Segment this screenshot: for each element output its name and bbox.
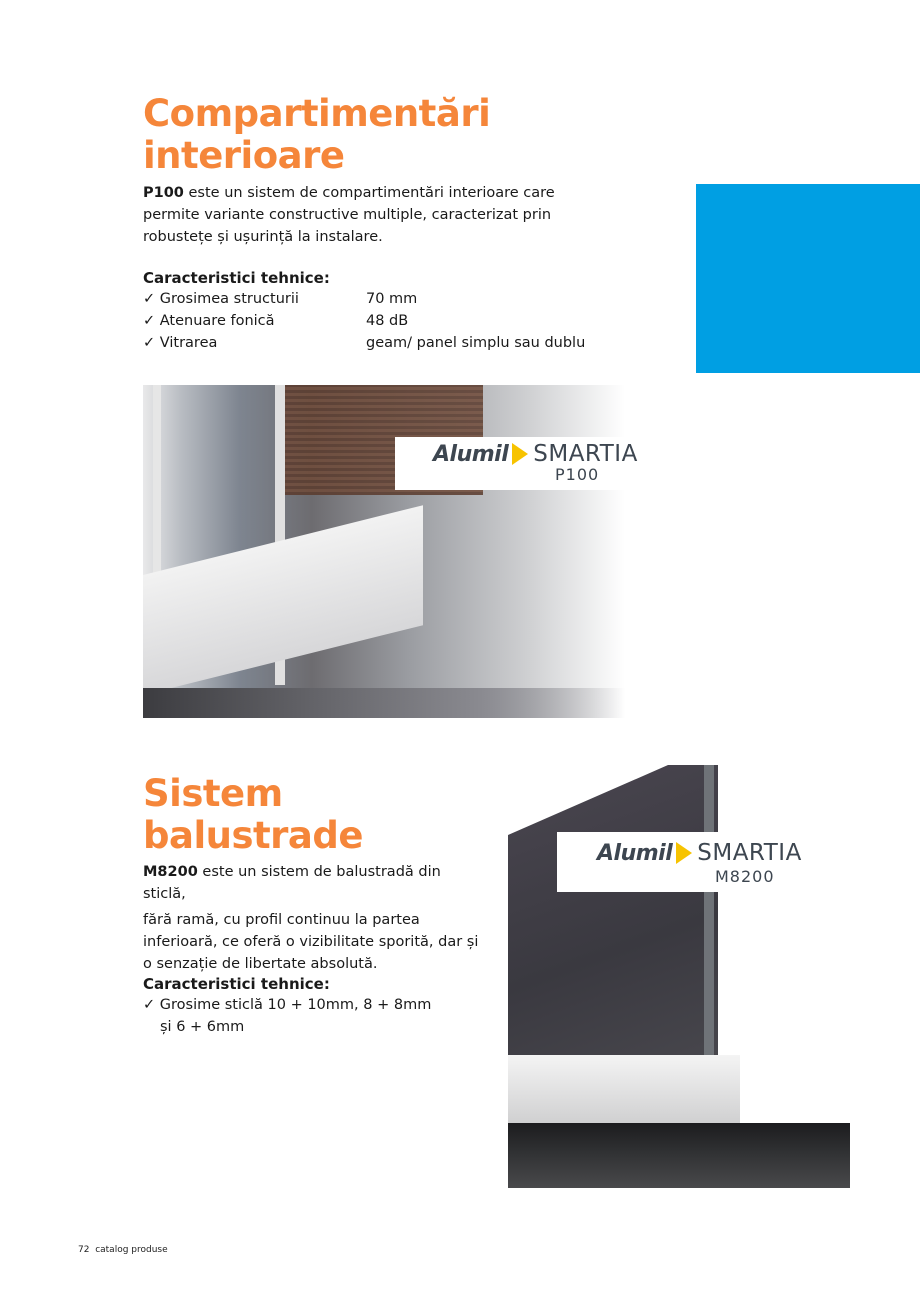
smartia-text: SMARTIA [697, 840, 802, 866]
smartia-logo-p100 [395, 437, 660, 490]
alumil-logo-text: Alumil [597, 840, 673, 866]
spec-text: și 6 + 6mm [160, 1019, 245, 1035]
smartia-logo-m8200 [557, 832, 850, 892]
logo-model: M8200 [715, 867, 775, 886]
spec-row [143, 1016, 483, 1038]
specs-m8200 [143, 975, 483, 1038]
footer-label: catalog produse [95, 1245, 168, 1255]
intro-text: este un sistem de balustradă din sticlă, [143, 864, 441, 902]
title-line-2: balustrade [143, 814, 363, 857]
specs-heading: Caracteristici tehnice: [143, 269, 330, 287]
alumil-logo-text: Alumil [433, 441, 509, 467]
intro-text: este un sistem de compartimentări interioare care permite variante constructive multiple, caracterizat prin robustețe și ușurință la instalare. [143, 185, 555, 245]
title-line-1: Compartimentări [143, 92, 491, 135]
page-number: 72 [78, 1245, 90, 1255]
intro-paragraph-p100 [143, 182, 603, 248]
title-line-2: interioare [143, 134, 345, 177]
model-name: M8200 [143, 864, 198, 880]
logo-model: P100 [555, 465, 600, 484]
specs-heading: Caracteristici tehnice: [143, 975, 330, 993]
spec-row: ✓ Vitrarea geam/ panel simplu sau dublu [143, 332, 613, 354]
section-title-partitions [143, 93, 490, 177]
model-name: P100 [143, 185, 184, 201]
product-photo-m8200 [508, 765, 850, 1188]
specs-p100 [143, 269, 613, 354]
blue-side-tab [696, 184, 920, 373]
spec-value: 48 dB [366, 313, 409, 329]
spec-text: Grosime sticlă 10 + 10mm, 8 + 8mm [159, 997, 432, 1013]
spec-value: geam/ panel simplu sau dublu [366, 335, 586, 351]
title-line-1: Sistem [143, 772, 283, 815]
spec-row: ✓ Grosime sticlă 10 + 10mm, 8 + 8mm [143, 994, 483, 1016]
spec-row: ✓ Grosimea structurii 70 mm [143, 288, 613, 310]
spec-label: Grosimea structurii [159, 291, 299, 307]
section-title-balustrades [143, 773, 363, 857]
intro-text: fără ramă, cu profil continuu la partea inferioară, ce oferă o vizibilitate sporită, dar și o senzație de libertate absolută. [143, 912, 479, 972]
chevron-logo-icon [676, 842, 692, 864]
page-footer [78, 1245, 168, 1255]
spec-row: ✓ Atenuare fonică 48 dB [143, 310, 613, 332]
chevron-logo-icon [512, 443, 528, 465]
spec-label: Vitrarea [159, 335, 218, 351]
smartia-text: SMARTIA [533, 441, 638, 467]
product-photo-p100 [143, 385, 625, 718]
intro-paragraph-m8200 [143, 861, 488, 975]
spec-value: 70 mm [366, 291, 418, 307]
spec-label: Atenuare fonică [159, 313, 275, 329]
